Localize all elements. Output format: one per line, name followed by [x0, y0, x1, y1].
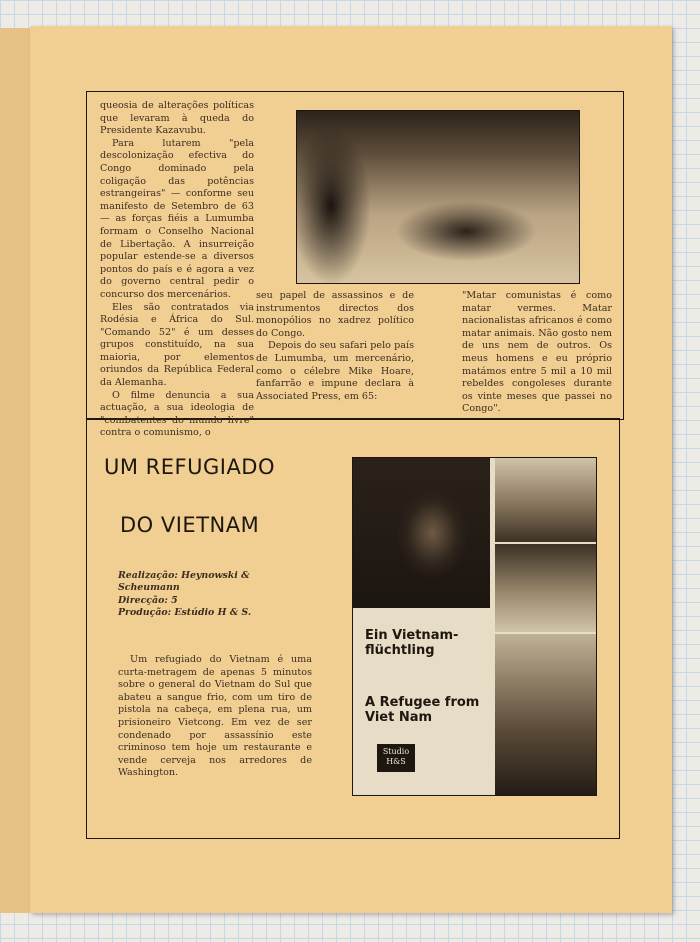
poster-still	[495, 544, 596, 632]
credit-length: Direcção: 5	[118, 594, 178, 606]
poster-title-german: Ein Vietnam-flüchtling	[365, 628, 459, 658]
paragraph: seu papel de assassinos e de instrumentos directos dos monopólios no xadrez político do Congo.	[256, 290, 414, 339]
studio-logo-line2: H&S	[386, 757, 406, 766]
poster-still	[495, 458, 596, 542]
studio-logo	[377, 744, 415, 772]
article-column-3	[462, 290, 612, 415]
paragraph: Um refugiado do Vietnam é uma curta-metragem de apenas 5 minutos sobre o general do Vietnam do Sul que abateu a sangue frio, com um tiro de pistola na cabeça, em plena rua, um prisioneiro Vietcong. Em vez de ser condenado por assassínio este criminoso tem hoje um restaurante e vende cerveja nos arredores de Washington.	[118, 654, 312, 779]
general-portrait	[353, 458, 490, 608]
headline-line-2: DO VIETNAM	[120, 513, 260, 537]
credit-direction: Realização: Heynowski & Scheumann	[118, 570, 250, 594]
credit-production: Produção: Estúdio H & S.	[118, 607, 252, 619]
paragraph: Depois do seu safari pelo país de Lumumba, um mercenário, como o célebre Mike Hoare, fanfarrão e impune declara à Associated Press, em 65:	[256, 340, 414, 402]
poster-title-english: A Refugee from Viet Nam	[365, 695, 480, 725]
headline-line-1: UM REFUGIADO	[104, 455, 276, 479]
paragraph: Eles são contratados via Rodésia e África do Sul. "Comando 52" é um desses grupos constituído, na sua maioria, por elementos oriundos da República Federal da Alemanha.	[100, 301, 254, 389]
paragraph: queosia de alterações políticas que levaram à queda do Presidente Kazavubu.	[100, 100, 254, 137]
mercenary-photo	[296, 110, 580, 284]
studio-logo-line1: Studio	[382, 747, 410, 756]
article-column-2	[256, 290, 414, 405]
film-poster	[352, 457, 597, 796]
article-column-1	[100, 100, 254, 439]
quote-paragraph: "Matar comunistas é como matar vermes. Matar nacionalistas africanos é como matar animais. Não gosto nem de uns nem de outros. Os meus homens e eu próprio matámos entre 5 mil a 10 mil rebeldes congoleses durante os vinte meses que passei no Congo".	[462, 290, 612, 415]
paragraph: Para lutarem "pela descolonização efectiva do Congo dominado pela coligação das potências estrangeiras" — conforme seu manifesto de Setembro de 63 — as forças fiéis a Lumumba formam o Conselho Nacional de Libertação. A insurreição popular estende-se a diversos pontos do país e é agora a vez do governo central pedir o concurso dos mercenários.	[100, 137, 254, 300]
poster-still	[495, 634, 596, 795]
paragraph: O filme denuncia a sua actuação, a sua ideologia de "combatentes do mundo livre" contra o comunismo, o	[100, 389, 254, 439]
film-credits	[118, 570, 268, 620]
film-description	[118, 654, 312, 800]
